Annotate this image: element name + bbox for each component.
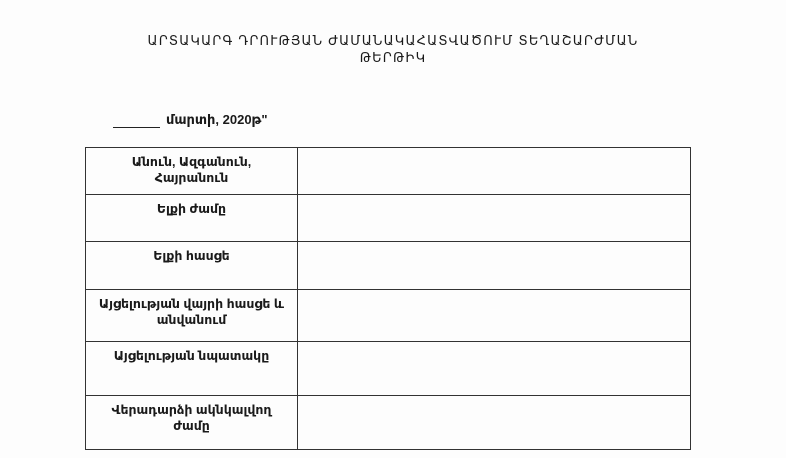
visit-address-field[interactable] xyxy=(298,290,691,342)
table-row-exit-time xyxy=(86,195,691,242)
movement-form-table xyxy=(85,147,691,450)
visit-purpose-field[interactable] xyxy=(298,342,691,396)
date-text: մարտի, 2020թ" xyxy=(166,112,268,127)
document-title-line-1: ԱՐՏԱԿԱՐԳ ԴՐՈՒԹՅԱՆ ԺԱՄԱՆԱԿԱՀԱՏՎԱԾՈՒՄ ՏԵՂԱՇԱՐԺՄԱՆ xyxy=(147,33,639,48)
row-label xyxy=(86,148,298,195)
row-label xyxy=(86,242,298,290)
table-row-visit-address xyxy=(86,290,691,342)
table-row-return-time xyxy=(86,396,691,450)
row-label-text: Այցելության նպատակը xyxy=(113,349,270,363)
row-label-text: Այցելության վայրի հասցե և անվանում xyxy=(98,297,285,327)
row-label-text: Անուն, Ազգանուն, Հայրանուն xyxy=(131,155,252,185)
table-row-exit-address xyxy=(86,242,691,290)
row-label xyxy=(86,290,298,342)
row-label xyxy=(86,342,298,396)
row-label xyxy=(86,396,298,450)
exit-time-field[interactable] xyxy=(298,195,691,242)
row-label-text: Վերադարձի ակնկալվող ժամը xyxy=(111,403,272,433)
exit-address-field[interactable] xyxy=(298,242,691,290)
row-label xyxy=(86,195,298,242)
row-label-text: Ելքի ժամը xyxy=(156,202,227,216)
date-day-blank[interactable] xyxy=(113,119,160,128)
document-title-line-2: ԹԵՐԹԻԿ xyxy=(359,50,427,65)
row-label-text: Ելքի հասցե xyxy=(153,249,230,263)
return-time-field[interactable] xyxy=(298,396,691,450)
table-row-visit-purpose xyxy=(86,342,691,396)
date-line xyxy=(113,112,268,128)
table-row-name xyxy=(86,148,691,195)
name-field[interactable] xyxy=(298,148,691,195)
